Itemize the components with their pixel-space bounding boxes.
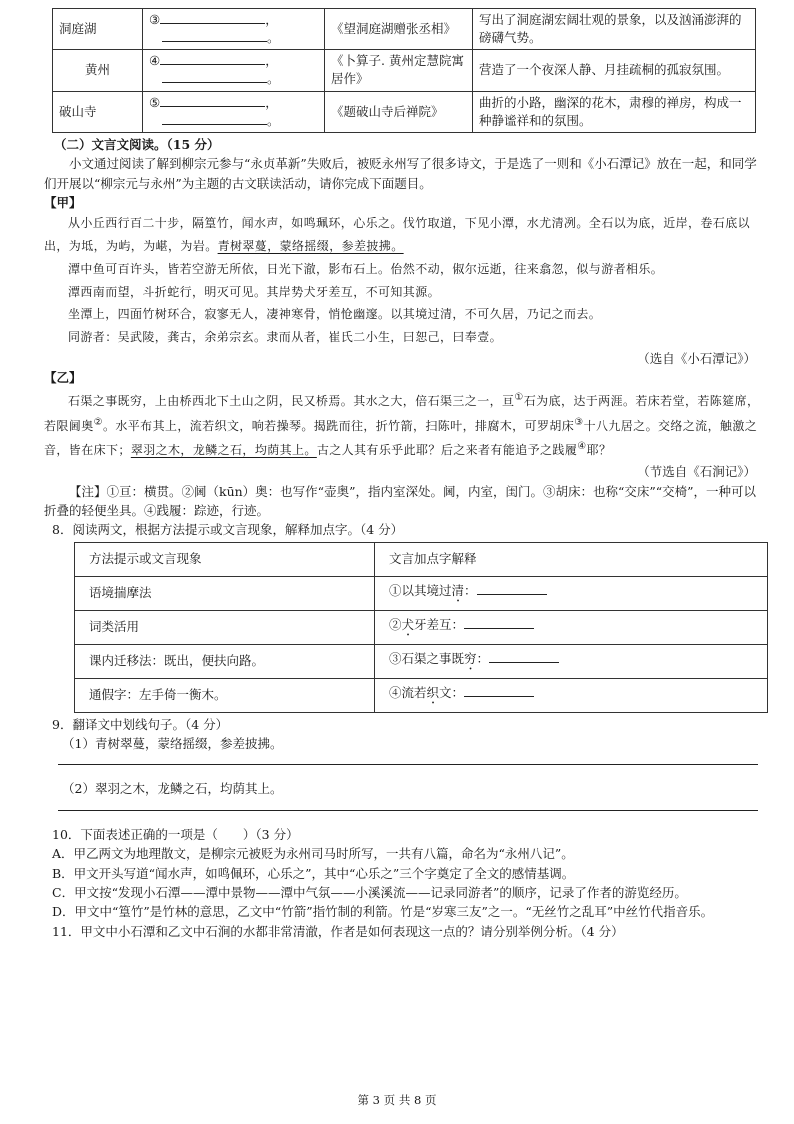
answer-line[interactable] [58,763,758,765]
question-9-stem: 9．翻译文中划线句子。（4 分） [52,716,229,732]
page-footer: 第 3 页 共 8 页 [357,1093,437,1107]
answer-blank[interactable] [160,11,265,24]
answer-blank[interactable] [464,616,534,629]
annotation-note: 【注】①亘：横贯。②阃（kūn）奥：也写作“壶奥”，指内室深处。阃，内室，闺门。③胡床：也称“交床”“交椅”，一种可以折叠的轻便坐具。④践履：踪迹，行迹。 [44,483,757,518]
dotted-char: 织 [426,685,440,701]
dotted-char: 犬 [401,617,415,633]
passage-jia-label: 【甲】 [44,194,82,210]
q8-table [74,542,768,713]
column-header: 文言加点字解释 [375,542,768,576]
explain-cell: ②犬牙差互： [375,610,768,644]
explain-cell: ④流若织文： [375,678,768,712]
answer-blank[interactable] [162,70,267,83]
passage-yi-label: 【乙】 [44,370,82,386]
place-cell: 黄州 [53,50,143,91]
method-cell: 课内迁移法：既出，便扶向路。 [75,644,375,678]
answer-blank[interactable] [477,582,547,595]
method-cell: 词类活用 [75,610,375,644]
yi-source: （节选自《石涧记》） [637,464,756,480]
answer-blank[interactable] [162,112,267,125]
answer-cell: ⑤ ， 。 [143,91,325,132]
option-b[interactable]: B．甲文开头写道“闻水声，如鸣佩环，心乐之”，其中“心乐之”三个字奠定了全文的感情基调。 [52,865,575,881]
jia-source: （选自《小石潭记》） [637,351,756,367]
dotted-char: 穷 [464,651,477,667]
option-c[interactable]: C．甲文按“发现小石潭——潭中景物——潭中气氛——小溪溪流——记录同游者”的顺序，记录了作者的游览经历。 [52,884,687,900]
underlined-sentence: 青树翠蔓，蒙络摇缀，参差披拂。 [217,239,404,254]
passage-jia [44,212,764,349]
description-cell: 营造了一个夜深人静、月挂疏桐的孤寂氛围。 [473,50,756,91]
column-header: 方法提示或文言现象 [75,542,375,576]
table-row [53,91,756,132]
question-8-stem: 8．阅读两文，根据方法提示或文言现象，解释加点字。（4 分） [52,522,404,538]
table-row [75,610,768,644]
answer-blank[interactable] [464,684,534,697]
method-cell: 语境揣摩法 [75,576,375,610]
q9-sentence-1: （1）青树翠蔓，蒙络摇缀，参差披拂。 [62,736,283,752]
jia-paragraph: 从小丘西行百二十步，隔篁竹，闻水声，如鸣珮环，心乐之。伐竹取道，下见小潭，水尤清冽。全石以为底，近岸，卷石底以出，为坻，为屿，为嵁，为岩。 [44,216,751,254]
footnote-mark: ④ [577,441,587,453]
source-cell: 《望洞庭湖赠张丞相》 [325,9,473,50]
answer-blank[interactable] [489,650,559,663]
passage-yi: 石渠之事既穷，上由桥西北下土山之阴，民又桥焉。其水之大，倍石渠三之一，亘①石为底，达于两涯。若床若堂，若陈筵席，若限阃奥②。水平布其上，流若织文，响若操琴。揭跣而往，折竹箭，扫陈叶，排腐木，可罗胡床③十八九居之。交络之流，触激之音，皆在床下；翠羽之木，龙鳞之石，均荫其上。古之人其有乐乎此耶？后之来者有能追予之践履④耶？ [44,391,760,458]
description-cell: 曲折的小路，幽深的花木，肃穆的禅房，构成一种静谧祥和的氛围。 [473,91,756,132]
jia-paragraph: 坐潭上，四面竹树环合，寂寥无人，凄神寒骨，悄怆幽邃。以其境过清，不可久居，乃记之而去。 [68,307,602,322]
dotted-char: 清 [451,583,465,599]
section-title: （二）文言文阅读。（15 分） [54,136,220,152]
place-cell: 洞庭湖 [53,9,143,50]
footnote-mark: ① [514,391,524,403]
answer-blank[interactable] [160,52,265,65]
place-cell: 破山寺 [53,91,143,132]
source-cell: 《卜算子. 黄州定慧院寓居作》 [325,50,473,91]
poetry-table [52,8,756,133]
answer-blank[interactable] [160,94,265,107]
jia-paragraph: 潭中鱼可百许头，皆若空游无所依，日光下澈，影布石上。佁然不动，俶尔远逝，往来翕忽，似与游者相乐。 [68,261,664,276]
answer-blank[interactable] [162,29,267,42]
answer-cell: ③ ， 。 [143,9,325,50]
section-intro: 小文通过阅读了解到柳宗元参与“永贞革新”失败后，被贬永州写了很多诗文，于是选了一则和《小石潭记》放在一起，和同学们开展以“柳宗元与永州”为主题的古文联读活动，请你完成下面题目。 [44,156,757,191]
answer-cell: ④ ， 。 [143,50,325,91]
table-row [75,678,768,712]
explain-cell: ③石渠之事既穷： [375,644,768,678]
source-cell: 《题破山寺后禅院》 [325,91,473,132]
table-row [53,9,756,50]
table-row [75,576,768,610]
description-cell: 写出了洞庭湖宏阔壮观的景象，以及汹涌澎湃的磅礴气势。 [473,9,756,50]
exam-page [30,8,764,941]
question-10-stem: 10．下面表述正确的一项是（ ）（3 分） [52,826,299,842]
footnote-mark: ③ [574,416,584,428]
jia-paragraph: 潭西南而望，斗折蛇行，明灭可见。其岸势犬牙差互，不可知其源。 [68,284,441,299]
jia-paragraph: 同游者：吴武陵，龚古，余弟宗玄。隶而从者，崔氏二小生，曰恕己，曰奉壹。 [68,330,503,345]
table-row [75,644,768,678]
option-a[interactable]: A．甲乙两文为地理散文，是柳宗元被贬为永州司马时所写，一共有八篇，命名为“永州八记”。 [52,846,574,862]
q9-sentence-2: （2）翠羽之木，龙鳞之石，均荫其上。 [62,781,283,797]
underlined-sentence: 翠羽之木，龙鳞之石，均荫其上。 [130,443,317,458]
explain-cell: ①以其境过清： [375,576,768,610]
footnote-mark: ② [93,416,103,428]
question-11-stem: 11．甲文中小石潭和乙文中石涧的水都非常清澈，作者是如何表现这一点的？请分别举例分析。（4 分） [52,923,624,939]
method-cell: 通假字：左手倚一衡木。 [75,678,375,712]
table-row [53,50,756,91]
answer-line[interactable] [58,809,758,811]
table-header-row [75,542,768,576]
option-d[interactable]: D．甲文中“篁竹”是竹林的意思，乙文中“竹箭”指竹制的利箭。竹是“岁寒三友”之一。“无丝竹之乱耳”中丝竹代指音乐。 [52,904,714,920]
